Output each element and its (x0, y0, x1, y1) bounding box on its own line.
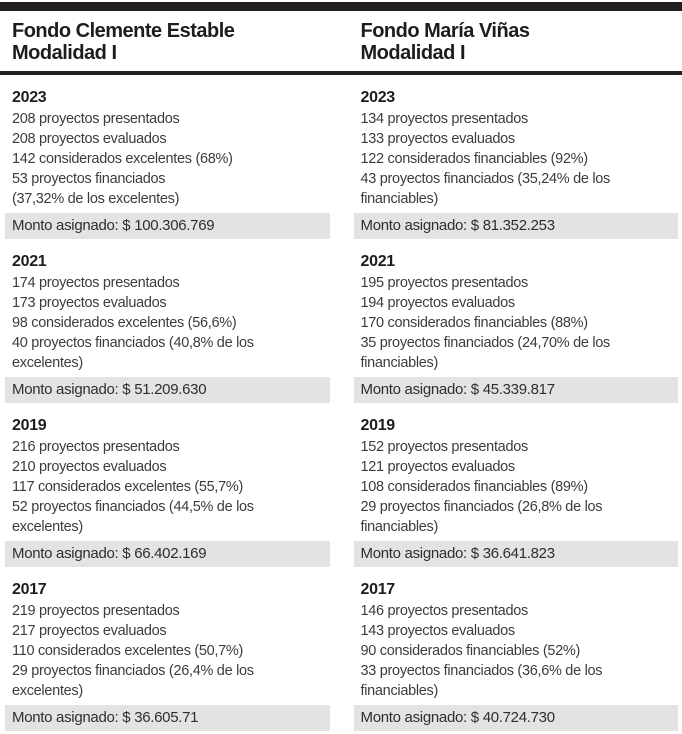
monto-asignado-highlight: Monto asignado: $ 40.724.730 (354, 705, 679, 731)
stat-line: 170 considerados financiables (88%) (360, 315, 588, 331)
content-columns (5, 75, 678, 731)
title-line-1: Fondo Clemente Estable (12, 20, 235, 42)
monto-asignado-highlight: Monto asignado: $ 45.339.817 (354, 377, 679, 403)
column-title-fondo-clemente-estable (5, 20, 330, 64)
stat-line: 174 proyectos presentados (12, 275, 180, 291)
year-heading: 2019 (360, 417, 395, 434)
stat-line: (37,32% de los excelentes) (12, 191, 180, 207)
stat-line: financiables) (360, 355, 439, 371)
stat-line: excelentes) (12, 519, 83, 535)
stat-line: financiables) (360, 191, 439, 207)
monto-asignado-highlight: Monto asignado: $ 66.402.169 (5, 541, 330, 567)
funds-infographic (0, 2, 682, 734)
stat-line: 210 proyectos evaluados (12, 459, 167, 475)
title-line-2: Modalidad I (360, 42, 465, 64)
stat-line: 208 proyectos evaluados (12, 131, 167, 147)
stat-line: 143 proyectos evaluados (360, 623, 515, 639)
year-heading: 2023 (12, 89, 47, 106)
stat-line: 146 proyectos presentados (360, 603, 528, 619)
stat-line: 133 proyectos evaluados (360, 131, 515, 147)
stat-line: financiables) (360, 519, 439, 535)
stat-line: 134 proyectos presentados (360, 111, 528, 127)
stat-line: 173 proyectos evaluados (12, 295, 167, 311)
section-2023 (5, 89, 330, 239)
stat-line: 90 considerados financiables (52%) (360, 643, 581, 659)
year-heading: 2021 (360, 253, 395, 270)
stat-line: 122 considerados financiables (92%) (360, 151, 588, 167)
stat-line: 110 considerados excelentes (50,7%) (12, 643, 244, 659)
stat-line: 29 proyectos financiados (26,4% de los (12, 663, 254, 679)
year-heading: 2021 (12, 253, 47, 270)
section-2021 (5, 253, 330, 403)
stat-line: 142 considerados excelentes (68%) (12, 151, 233, 167)
section-2021 (354, 253, 679, 403)
stat-line: 43 proyectos financiados (35,24% de los (360, 171, 610, 187)
section-2017 (5, 581, 330, 731)
stat-line: 52 proyectos financiados (44,5% de los (12, 499, 254, 515)
monto-asignado-highlight: Monto asignado: $ 36.605.71 (5, 705, 330, 731)
section-2023 (354, 89, 679, 239)
year-heading: 2019 (12, 417, 47, 434)
stat-line: 152 proyectos presentados (360, 439, 528, 455)
section-2019 (354, 417, 679, 567)
monto-asignado-highlight: Monto asignado: $ 51.209.630 (5, 377, 330, 403)
top-rule (0, 2, 682, 11)
stat-line: 217 proyectos evaluados (12, 623, 167, 639)
monto-asignado-highlight: Monto asignado: $ 36.641.823 (354, 541, 679, 567)
stat-line: excelentes) (12, 355, 83, 371)
stat-line: 35 proyectos financiados (24,70% de los (360, 335, 610, 351)
stat-line: 195 proyectos presentados (360, 275, 528, 291)
stat-line: 117 considerados excelentes (55,7%) (12, 479, 244, 495)
stat-line: 194 proyectos evaluados (360, 295, 515, 311)
stat-line: 53 proyectos financiados (12, 171, 166, 187)
stat-line: 33 proyectos financiados (36,6% de los (360, 663, 603, 679)
monto-asignado-highlight: Monto asignado: $ 100.306.769 (5, 213, 330, 239)
stat-line: 108 considerados financiables (89%) (360, 479, 588, 495)
stat-line: 29 proyectos financiados (26,8% de los (360, 499, 603, 515)
title-line-1: Fondo María Viñas (360, 20, 530, 42)
stat-line: 216 proyectos presentados (12, 439, 180, 455)
section-2019 (5, 417, 330, 567)
monto-asignado-highlight: Monto asignado: $ 81.352.253 (354, 213, 679, 239)
stat-line: financiables) (360, 683, 439, 699)
stat-line: 98 considerados excelentes (56,6%) (12, 315, 237, 331)
stat-line: 208 proyectos presentados (12, 111, 180, 127)
stat-line: 121 proyectos evaluados (360, 459, 515, 475)
year-heading: 2017 (360, 581, 395, 598)
column-title-fondo-maria-vinas (354, 20, 679, 64)
year-heading: 2023 (360, 89, 395, 106)
year-heading: 2017 (12, 581, 47, 598)
column-fondo-clemente-estable (5, 75, 330, 731)
stat-line: excelentes) (12, 683, 83, 699)
section-2017 (354, 581, 679, 731)
titles-row (5, 11, 678, 71)
title-line-2: Modalidad I (12, 42, 117, 64)
stat-line: 219 proyectos presentados (12, 603, 180, 619)
stat-line: 40 proyectos financiados (40,8% de los (12, 335, 254, 351)
column-fondo-maria-vinas (354, 75, 679, 731)
